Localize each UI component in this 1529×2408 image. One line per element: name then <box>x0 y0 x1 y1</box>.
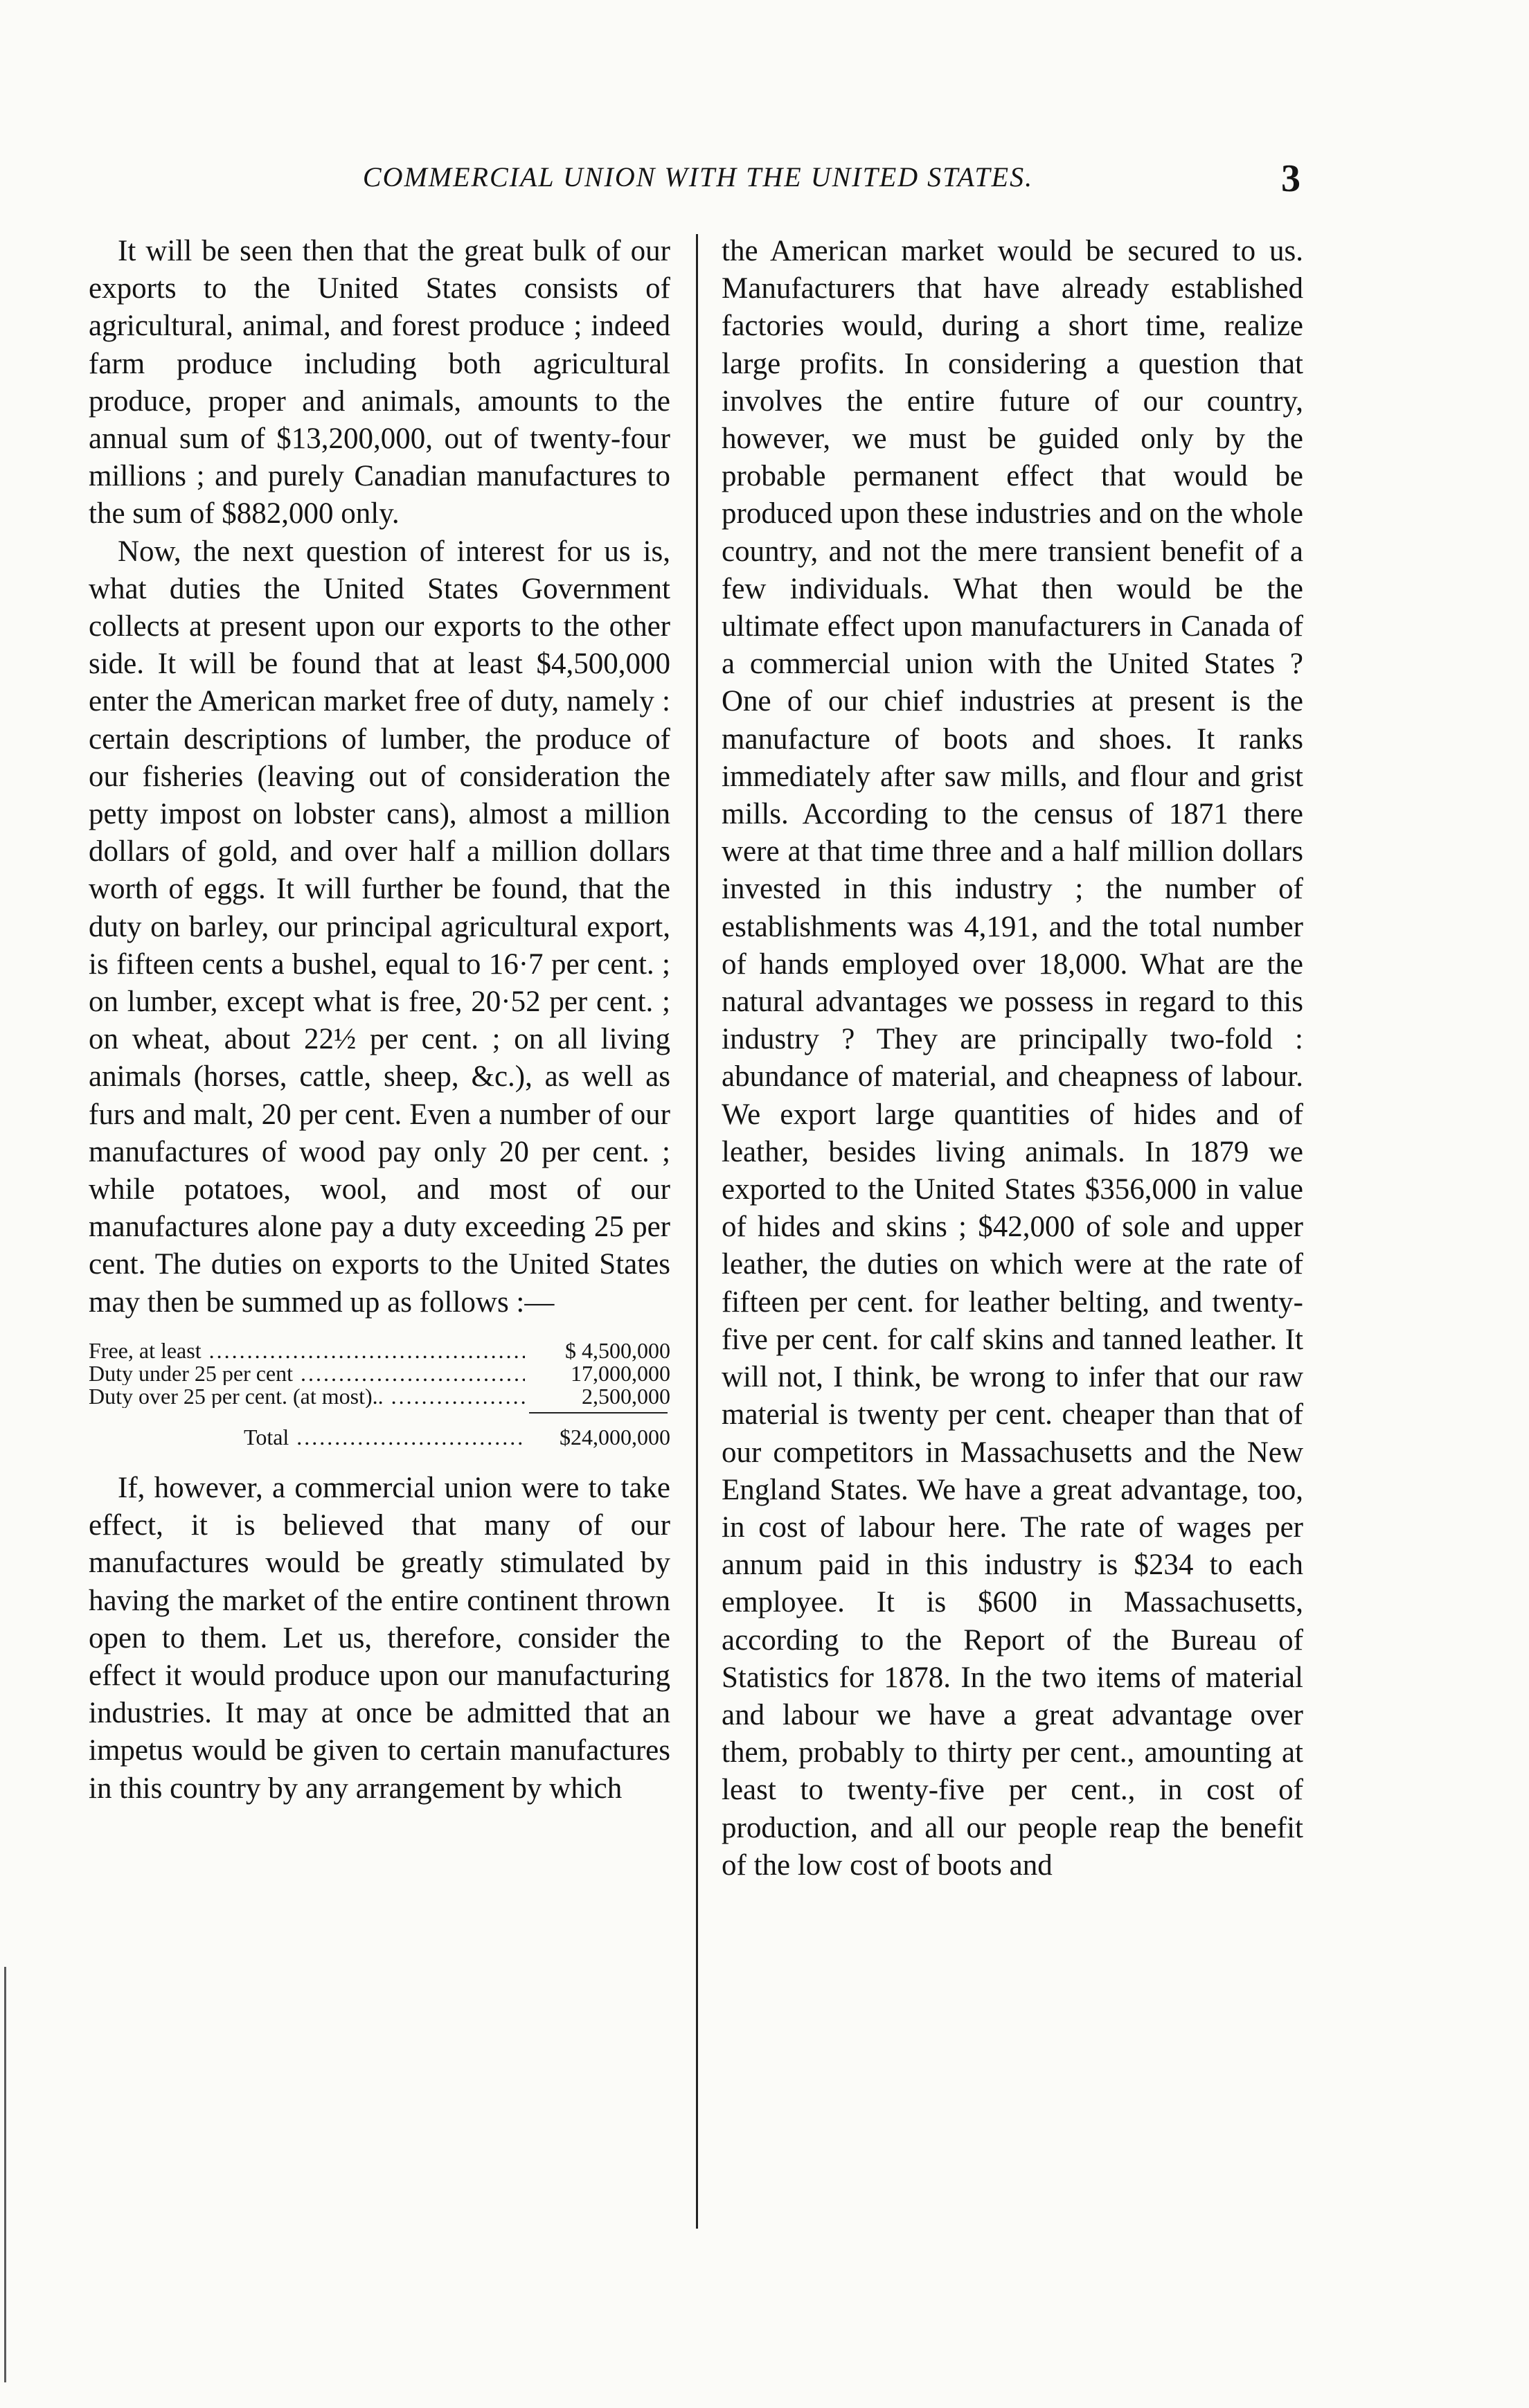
summary-row-amount: 17,000,000 <box>571 1360 670 1386</box>
paragraph-duties: Now, the next question of interest for us is, what duties the United States Government collects at present upon our exports to the other side. It will be found that at least $4,500,000 enter the American market free of duty, namely : certain descriptions of lumber, the produce of our fisheries (leaving out of consideration the petty impost on lobster cans), almost a million dollars of gold, and over half a million dollars worth of eggs. It will further be found, that the duty on barley, our principal agricultural export, is fifteen cents a bushel, equal to 16·7 per cent. ; on lumber, except what is free, 20·52 per cent. ; on wheat, about 22½ per cent. ; on all living animals (horses, cattle, sheep, &c.), as well as furs and malt, 20 per cent. Even a number of our manufactures of wood pay only 20 per cent. ; while potatoes, wool, and most of our manufactures alone pay a duty exceeding 25 per cent. The duties on exports to the United States may then be summed up as follows :— <box>89 535 670 1319</box>
summary-row <box>89 1339 670 1362</box>
total-rule <box>529 1412 668 1413</box>
paragraph-boots-and-shoes: the American market would be secured to us. Manufacturers that have already established factories would, during a short time, realize large profits. In considering a question that involves the entire future of our country, however, we must be guided only by the probable permanent effect that would be produced upon these industries and on the whole country, and not the mere transient benefit of a few individuals. What then would be the ultimate effect upon manufacturers in Canada of a commercial union with the United States ? One of our chief industries at present is the manufacture of boots and shoes. It ranks immediately after saw mills, and flour and grist mills. According to the census of 1871 there were at that time three and a half million dollars invested in this industry ; the number of establishments was 4,191, and the total number of hands employed over 18,000. What are the natural advantages we possess in regard to this industry ? They are principally two-fold : abundance of material, and cheapness of labour. We export large quantities of hides and of leather, besides living animals. In 1879 we exported to the United States $356,000 in value of hides and skins ; $42,000 of sole and upper leather, the duties on which were at the rate of fifteen per cent. for leather belting, and twenty-five per cent. for calf skins and tanned leather. It will not, I think, be wrong to infer that our raw material is twenty per cent. cheaper than that of our competitors in Massachusetts and the New England States. We have a great advantage, too, in cost of labour here. The rate of wages per annum paid in this industry is $234 to each employee. It is $600 in Massachusetts, according to the Report of the Bureau of Statistics for 1878. In the two items of material and labour we have a great advantage over them, probably to thirty per cent., amounting at least to twenty-five per cent., in cost of production, and all our people reap the benefit of the low cost of boots and <box>722 235 1303 1882</box>
summary-row <box>89 1362 670 1385</box>
paragraph-commercial-union: If, however, a commercial union were to take effect, it is believed that many of our manufactures would be greatly stimulated by having the market of the entire continent thrown open to them. Let us, therefore, consider the effect it would produce upon our manufacturing industries. It may at once be admitted that an impetus would be given to certain manufactures in this country by any arrangement by which <box>89 1471 670 1805</box>
summary-total-amount: $24,000,000 <box>560 1424 670 1450</box>
duties-summary-table <box>89 1339 670 1449</box>
right-column <box>722 233 1303 1884</box>
summary-row-amount: 2,500,000 <box>582 1383 670 1409</box>
summary-row-label: Duty under 25 per cent ..... <box>89 1362 525 1385</box>
page-number: 3 <box>1281 157 1300 200</box>
binding-edge-mark <box>4 1967 6 2382</box>
summary-row <box>89 1385 670 1408</box>
column-divider <box>696 234 698 2229</box>
summary-row-label: Free, at least ..... <box>89 1339 525 1362</box>
running-header: COMMERCIAL UNION WITH THE UNITED STATES. <box>362 161 1034 193</box>
paragraph-exports-summary: It will be seen then that the great bulk of our exports to the United States consists of agricultural, animal, and forest produce ; indeed farm produce including both agricultural produce, proper and animals, amounts to the annual sum of $13,200,000, out of twenty-four millions ; and purely Canadian manufactures to the sum of $882,000 only. <box>89 235 670 530</box>
left-column <box>89 233 670 1808</box>
summary-row-label: Duty over 25 per cent. (at most).. ..... <box>89 1385 525 1408</box>
summary-row-amount: $ 4,500,000 <box>565 1337 670 1363</box>
summary-total-row <box>89 1426 670 1449</box>
summary-total-label: Total ..... <box>244 1426 525 1449</box>
